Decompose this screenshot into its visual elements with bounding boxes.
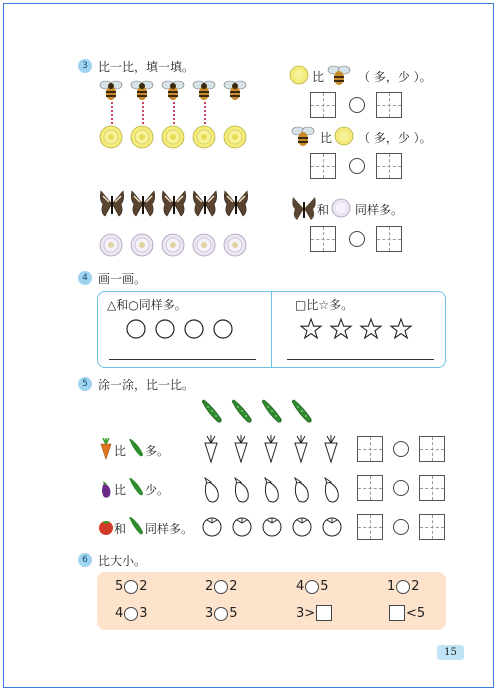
compare-circle: [124, 580, 138, 594]
more-less-options: （ 多，少 ）。: [358, 131, 432, 145]
compare-circle: [124, 607, 138, 621]
comparison-item[interactable]: 3 5: [205, 606, 238, 621]
compare-circle[interactable]: [349, 97, 365, 113]
answer-box[interactable]: [419, 436, 445, 462]
bee-icon: [131, 81, 153, 100]
panel-divider: [271, 292, 272, 367]
workbook-page: [3, 3, 494, 688]
cucumber-icon: [127, 477, 145, 497]
tomato-icon: [98, 518, 114, 536]
drawing-line[interactable]: [287, 359, 434, 360]
compare-circle: [305, 580, 319, 594]
cucumber-icon: [127, 438, 145, 458]
same-amount-text: 同样多。: [355, 203, 404, 217]
yellow-flower-icon: [334, 126, 354, 146]
answer-square: [316, 605, 332, 621]
cucumber-icon: [127, 516, 145, 536]
comparison-item[interactable]: <5: [388, 605, 425, 621]
butterfly-row: [99, 188, 259, 218]
white-flower-icon: [331, 198, 351, 218]
bee-icon: [224, 81, 246, 100]
question-5-number: 5: [78, 377, 92, 391]
drawing-line[interactable]: [109, 359, 256, 360]
more-text: 多。: [145, 444, 170, 458]
more-less-options: （ 多，少 ）。: [358, 70, 432, 84]
compare-word: 比: [114, 444, 127, 458]
answer-box[interactable]: [310, 153, 336, 179]
compare-circle: [214, 580, 228, 594]
bee-icon: [162, 81, 184, 100]
compare-word: 比: [320, 131, 333, 145]
white-flower-row: [99, 232, 259, 260]
question-4-number: 4: [78, 271, 92, 285]
compare-word: 比: [312, 70, 325, 84]
compare-circle: [214, 607, 228, 621]
comparison-item[interactable]: 4 5: [296, 579, 329, 594]
comparison-item[interactable]: 2 2: [205, 579, 238, 594]
answer-box[interactable]: [357, 514, 383, 540]
draw-left-prompt: △和○同样多。: [107, 298, 187, 312]
match-dotted-line: [111, 102, 113, 124]
carrot-icon: [98, 438, 114, 460]
comparison-item[interactable]: 1 2: [387, 579, 420, 594]
compare-word: 比: [114, 483, 127, 497]
answer-box[interactable]: [357, 475, 383, 501]
match-dotted-line: [173, 102, 175, 124]
yellow-flower-icon: [289, 65, 309, 85]
answer-box[interactable]: [419, 475, 445, 501]
question-3-title: 比一比，填一填。: [98, 60, 195, 74]
question-6-title: 比大小。: [98, 554, 147, 568]
answer-box[interactable]: [357, 436, 383, 462]
compare-circle[interactable]: [393, 480, 409, 496]
comparison-item[interactable]: 3>: [296, 605, 333, 621]
page-number: 15: [437, 645, 464, 660]
question-5-title: 涂一涂，比一比。: [98, 378, 195, 392]
eggplant-icon: [98, 477, 114, 499]
answer-box[interactable]: [376, 92, 402, 118]
comparison-item[interactable]: 5 2: [115, 579, 148, 594]
bee-icon: [290, 125, 318, 147]
answer-box[interactable]: [376, 226, 402, 252]
bee-icon: [326, 64, 354, 86]
compare-circle[interactable]: [393, 441, 409, 457]
bee-icon: [193, 81, 215, 100]
draw-right-prompt: □比☆多。: [295, 298, 354, 312]
question-6-number: 6: [78, 553, 92, 567]
less-text: 少。: [145, 483, 170, 497]
carrot-outline-row[interactable]: [200, 434, 348, 464]
cucumber-row: [197, 398, 317, 424]
compare-circle: [396, 580, 410, 594]
answer-square: [389, 605, 405, 621]
answer-box[interactable]: [376, 153, 402, 179]
answer-box[interactable]: [310, 226, 336, 252]
yellow-flower-row: [99, 124, 259, 152]
compare-circle[interactable]: [393, 519, 409, 535]
and-word: 和: [317, 203, 330, 217]
bee-row: [99, 78, 259, 104]
compare-circle[interactable]: [349, 158, 365, 174]
match-dotted-line: [142, 102, 144, 124]
answer-box[interactable]: [310, 92, 336, 118]
compare-circle[interactable]: [349, 231, 365, 247]
circle-row: [126, 318, 238, 340]
comparison-item[interactable]: 4 3: [115, 606, 148, 621]
bee-icon: [100, 81, 122, 100]
question-3-number: 3: [78, 59, 92, 73]
butterfly-icon: [291, 194, 317, 222]
question-4-title: 画一画。: [98, 272, 147, 286]
star-row: [300, 317, 416, 341]
eggplant-outline-row[interactable]: [200, 473, 348, 505]
same-amount-text: 同样多。: [145, 522, 194, 536]
answer-box[interactable]: [419, 514, 445, 540]
and-word: 和: [114, 522, 127, 536]
match-dotted-line: [204, 102, 206, 124]
tomato-outline-row[interactable]: [200, 514, 348, 540]
